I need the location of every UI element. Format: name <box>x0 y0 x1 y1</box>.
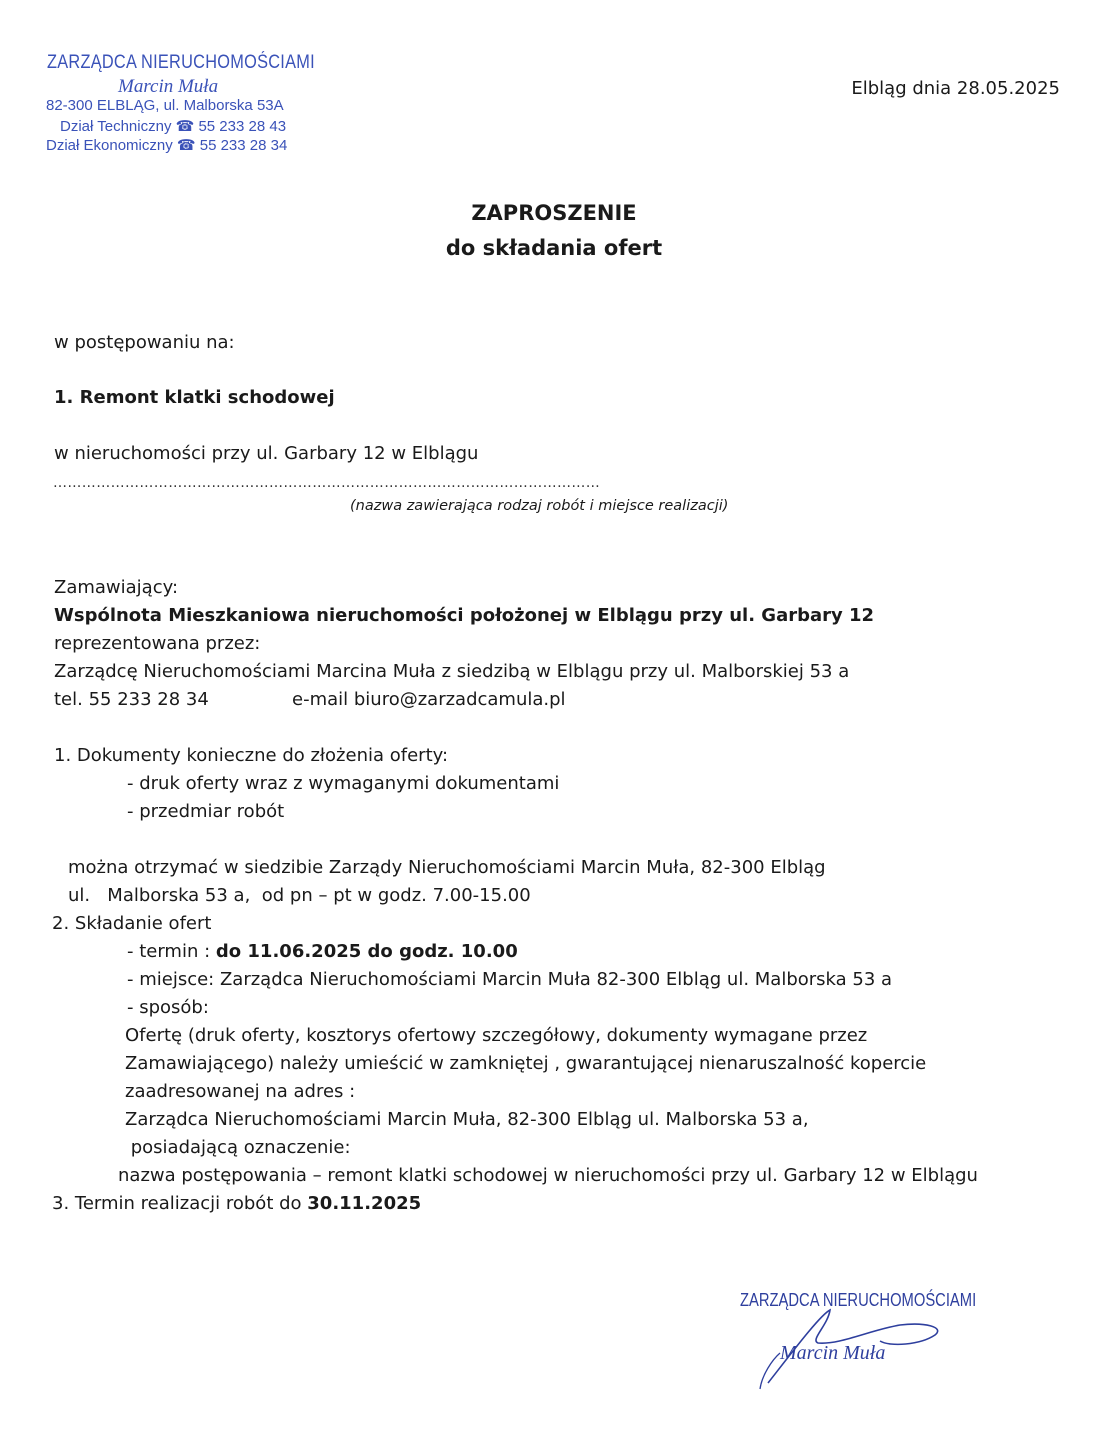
section3-value: 30.11.2025 <box>307 1193 422 1214</box>
stamp-phone-economic: Dział Ekonomiczny ☎ 55 233 28 34 <box>46 137 288 154</box>
section2-method-line-1: Ofertę (druk oferty, kosztorys ofertowy szczegółowy, dokumenty wymagane przez <box>125 1025 868 1046</box>
signature-stamp-title: ZARZĄDCA NIERUCHOMOŚCIAMI <box>740 1290 977 1310</box>
dotted-line: …………………………………………………………………………………………………… <box>53 475 601 491</box>
section2-method-line-6: nazwa postępowania – remont klatki schodowej w nieruchomości przy ul. Garbary 12 w Elblągu <box>118 1165 978 1186</box>
subject-title: 1. Remont klatki schodowej <box>54 387 335 408</box>
section2-heading: 2. Składanie ofert <box>52 913 212 934</box>
section1-note-2: ul. Malborska 53 a, od pn – pt w godz. 7.00-15.00 <box>68 885 531 906</box>
section1-item-1: - druk oferty wraz z wymaganymi dokumentami <box>127 773 560 794</box>
section2-term-label: - termin : <box>127 941 216 962</box>
section1-note-1: można otrzymać w siedzibie Zarządy Nieruchomościami Marcin Muła, 82-300 Elbląg <box>68 857 826 878</box>
section2-method-line-2: Zamawiającego) należy umieścić w zamkniętej , gwarantującej nienaruszalność kopercie <box>125 1053 927 1074</box>
document-title: ZAPROSZENIE <box>471 201 637 225</box>
section1-heading: 1. Dokumenty konieczne do złożenia oferty: <box>54 745 449 766</box>
client-rep-label: reprezentowana przez: <box>54 633 261 654</box>
section2-method-line-5: posiadającą oznaczenie: <box>125 1137 351 1158</box>
section2-place: - miejsce: Zarządca Nieruchomościami Marcin Muła 82-300 Elbląg ul. Malborska 53 a <box>127 969 893 990</box>
client-rep: Zarządcę Nieruchomościami Marcina Muła z siedzibą w Elblągu przy ul. Malborskiej 53 a <box>54 661 850 682</box>
client-tel: tel. 55 233 28 34 <box>54 689 209 710</box>
intro-text: w postępowaniu na: <box>54 332 235 353</box>
stamp-title: ZARZĄDCA NIERUCHOMOŚCIAMI <box>47 52 315 73</box>
section3 <box>52 1193 421 1214</box>
section1-item-2: - przedmiar robót <box>127 801 285 822</box>
stamp-phone-technical: Dział Techniczny ☎ 55 233 28 43 <box>60 118 287 135</box>
client-email: e-mail biuro@zarzadcamula.pl <box>292 689 566 710</box>
subject-location: w nieruchomości przy ul. Garbary 12 w Elblągu <box>54 443 479 464</box>
document-date: Elbląg dnia 28.05.2025 <box>851 78 1060 99</box>
section2-term-value: do 11.06.2025 do godz. 10.00 <box>215 941 518 962</box>
section2-method-line-3: zaadresowanej na adres : <box>125 1081 356 1102</box>
signature-stamp-name: Marcin Muła <box>780 1342 886 1364</box>
section2-method: - sposób: <box>127 997 209 1018</box>
client-label: Zamawiający: <box>54 577 179 598</box>
document-subtitle: do składania ofert <box>445 236 663 260</box>
client-name: Wspólnota Mieszkaniowa nieruchomości położonej w Elblągu przy ul. Garbary 12 <box>54 605 875 626</box>
section3-label: 3. Termin realizacji robót do <box>52 1193 308 1214</box>
stamp-name: Marcin Muła <box>118 76 219 97</box>
hint-text: (nazwa zawierająca rodzaj robót i miejsce realizacji) <box>350 498 729 514</box>
section2-method-line-4: Zarządca Nieruchomościami Marcin Muła, 82-300 Elbląg ul. Malborska 53 a, <box>125 1109 809 1130</box>
stamp-address: 82-300 ELBLĄG, ul. Malborska 53A <box>46 97 284 114</box>
section2-term <box>127 941 518 962</box>
